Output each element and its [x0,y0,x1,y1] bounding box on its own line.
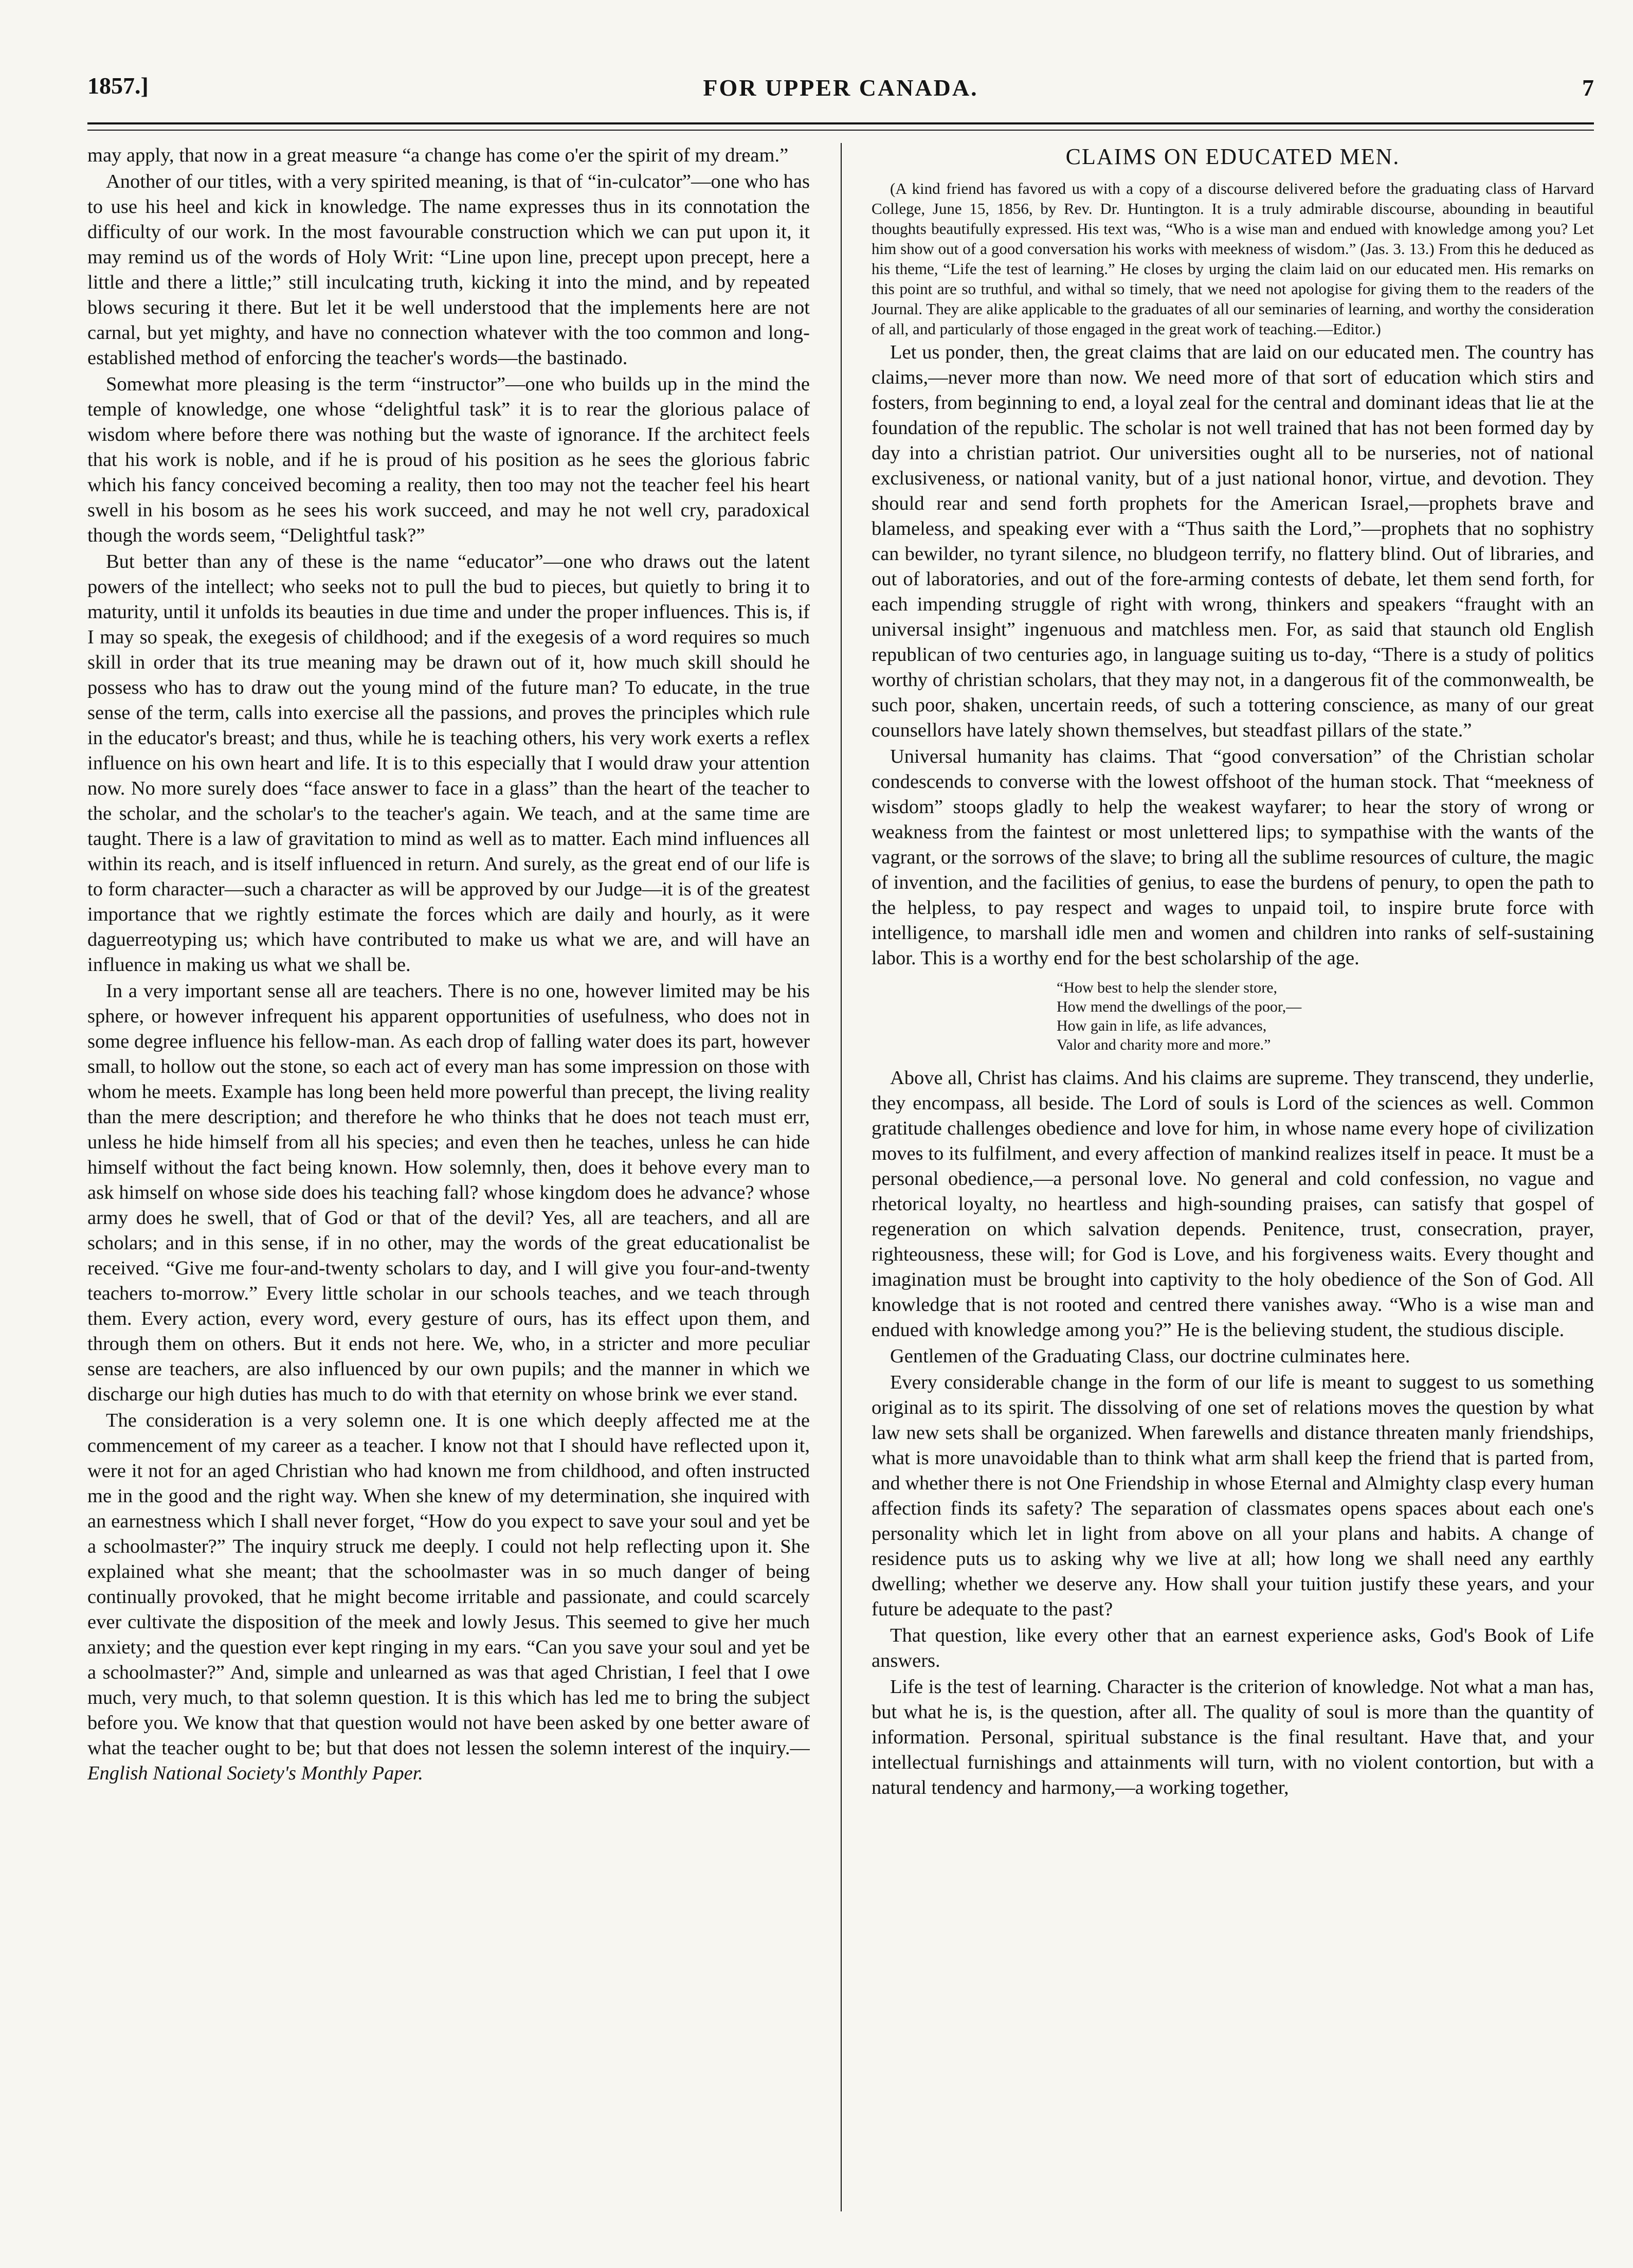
paragraph: Above all, Christ has claims. And his claims are supreme. They transcend, they underlie, they encompass, all beside. The Lord of souls is Lord of the sciences as well. Common gratitude challenges obedience and love for him, in whose name every hope of civilization moves to its fulfilment, and every affection of mankind realizes itself in peace. It must be a personal obedience,—a personal love. No general and cold confession, no vague and rhetorical loyalty, no heartless and high-sounding praises, can satisfy that gospel of regeneration on which salvation depends. Penitence, trust, consecration, prayer, righteousness, these will; for God is Love, and his forgiveness waits. Every thought and imagination must be brought into captivity to the holy obedience of the Son of God. All knowledge that is not rooted and centred there vanishes away. “Who is a wise man and endued with knowledge among you?” He is the believing student, the studious disciple. [872,1067,1594,1341]
source-credit: English National Society's Monthly Paper. [87,1762,424,1784]
paragraph-text: The consideration is a very solemn one. It is one which deeply affected me at the commencement of my career as a teacher. I know not that I should have reflected upon it, were it not for an aged Christian who had known me from childhood, and often instructed me in the good and the right way. When she knew of my determination, she inquired with an earnestness which I shall never forget, “How do you expect to save your soul and yet be a schoolmaster?” The inquiry struck me deeply. I could not help reflecting upon it. She explained what she meant; that the schoolmaster was in so much danger of being continually provoked, that he might become irritable and passionate, and could scarcely ever cultivate the disposition of the meek and lowly Jesus. This seemed to give her much anxiety; and the question ever kept ringing in my ears. “Can you save your soul and yet be a schoolmaster?” And, simple and unlearned as was that aged Christian, I feel that I owe much, very much, to that solemn question. It is this which has led me to bring the subject before you. We know that that question would not have been asked by one better aware of what the teacher ought to be; but that does not lessen the solemn interest of the inquiry.— [87,1410,810,1759]
right-column [872,143,1594,2227]
newspaper-page [87,67,1594,2227]
page-year: 1857.] [87,73,149,99]
paragraph: Another of our titles, with a very spirited meaning, is that of “in-culcator”—one who has to use his heel and kick in knowledge. The name expresses thus in its connotation the difficulty of our work. In the most favourable construction which we can put upon it, it may remind us of the words of Holy Writ: “Line upon line, precept upon precept, here a little and there a little;” still inculcating truth, kicking it into the mind, and by repeated blows securing it there. But let it be well understood that the implements here are not carnal, but yet mighty, and have no connection whatever with the too common and long-established method of enforcing the teacher's words—the bastinado. [87,171,810,369]
paragraph: Life is the test of learning. Character is the criterion of knowledge. Not what a man has, but what he is, is the question, after all. The quality of soul is more than the quantity of information. Personal, spiritual substance is the final resultant. Have that, and your intellectual furnishings and attainments will turn, with no violent contortion, but with a natural tendency and harmony,—a working together, [872,1676,1594,1798]
paragraph: That question, like every other that an earnest experience asks, God's Book of Life answers. [872,1625,1594,1671]
poem-quotation [1057,978,1594,1054]
page-number: 7 [1582,75,1594,101]
article-heading: CLAIMS ON EDUCATED MEN. [1065,144,1400,169]
column-divider [841,143,842,2211]
header-rule-thick [87,122,1594,124]
paragraph: Somewhat more pleasing is the term “instructor”—one who builds up in the mind the temple of knowledge, one whose “delightful task” it is to rear the glorious palace of wisdom where before there was nothing but the waste of ignorance. If the architect feels that his work is noble, and if he is proud of his position as he sees the glorious fabric which his fancy conceived becoming a reality, then too may not the teacher feel his heart swell in his bosom as he sees his work succeed, and may he not well cry, paradoxical though the words seem, “Delightful task?” [87,373,810,546]
editorial-note: (A kind friend has favored us with a copy of a discourse delivered before the graduating class of Harvard College, June 15, 1856, by Rev. Dr. Huntington. It is a truly admirable discourse, abounding in beautiful thoughts beautifully expressed. His text was, “Who is a wise man and endued with knowledge among you? Let him show out of a good conversation his works with meekness of wisdom.” (Jas. 3. 13.) From this he deduced as his theme, “Life the test of learning.” He closes by urging the claim laid on our educated men. His remarks on this point are so truthful, and withal so timely, that we need not apologise for giving them to the readers of the Journal. They are alike applicable to the graduates of all our seminaries of learning, and worthy the consideration of all, and particularly of those engaged in the great work of teaching.—Editor.) [872,179,1594,338]
left-column [87,143,810,2227]
paragraph: But better than any of these is the name “educator”—one who draws out the latent powers of the intellect; who seeks not to pull the bud to pieces, but quietly to bring it to maturity, until it unfolds its beauties in due time and under the proper influences. This is, if I may so speak, the exegesis of childhood; and if the exegesis of a word requires so much skill in order that its true meaning may be drawn out of it, how much skill should he possess who has to draw out the young mind of the future man? To educate, in the true sense of the term, calls into exercise all the passions, and proves the principles which rule in the educator's breast; and thus, while he is teaching others, his very work exerts a reflex influence on his own heart and life. It is to this especially that I would draw your attention now. No more surely does “face answer to face in a glass” than the heart of the teacher to the scholar, and the scholar's to the teacher's again. We teach, and at the same time are taught. There is a law of gravitation to mind as well as to matter. Each mind influences all within its reach, and is itself influenced in return. And surely, as the great end of our life is to form character—such a character as will be approved by our Judge—it is of the greatest importance that we rightly estimate the forces which are daily and hourly, as it were daguerreotyping us; which have contributed to make us what we are, and will have an influence in making us what we shall be. [87,551,810,976]
paragraph: Gentlemen of the Graduating Class, our doctrine culminates here. [890,1345,1410,1367]
paragraph: may apply, that now in a great measure “a change has come o'er the spirit of my dream.” [87,145,789,166]
paragraph: In a very important sense all are teachers. There is no one, however limited may be his sphere, or however infrequent his apparent opportunities of usefulness, who does not in some degree influence his fellow-man. As each drop of falling water does its part, however small, to hollow out the stone, so each act of every man has some impression on those with whom he meets. Example has long been held more powerful than precept, the living reality than the mere description; and therefore he who thinks that he does not teach must err, unless he hide himself from all his species; and even then he teaches, unless he can hide himself without the fact being known. How solemnly, then, does it behove every man to ask himself on whose side does his teaching fall? whose kingdom does he advance? whose army does he swell, that of God or that of the devil? Yes, all are teachers, and all are scholars; and in this sense, if in no other, may the words of the great educationalist be received. “Give me four-and-twenty scholars to day, and I will give you four-and-twenty teachers to-morrow.” Every little scholar in our schools teaches, and we teach through them. Every action, every word, every gesture of ours, has its effect upon them, and through them on others. But it ends not here. We, who, in a stricter and more peculiar sense are teachers, are also influenced by our own pupils; and the manner in which we discharge our high duties has much to do with that eternity on whose brink we ever stand. [87,980,810,1405]
poem-line: “How best to help the slender store, [1057,979,1278,996]
running-head [87,67,1594,123]
page-title: FOR UPPER CANADA. [703,75,978,101]
paragraph: Let us ponder, then, the great claims that are laid on our educated men. The country has claims,—never more than now. We need more of that sort of education which stirs and fosters, from beginning to end, a loyal zeal for the central and dominant ideas that lie at the foundation of the republic. The scholar is not well trained that has not been formed day by day into a christian patriot. Our universities ought all to be nurseries, not of national exclusiveness, or national vanity, but of a just national honor, virtue, and devotion. They should rear and send forth prophets for the American Israel,—prophets brave and blameless, and speaking ever with a “Thus saith the Lord,”—prophets that no sophistry can bewilder, no tyrant silence, no bludgeon terrify, no flattery blind. Out of libraries, and out of laboratories, and out of the fore-arming contests of debate, let them send forth, for each impending struggle of right with wrong, thinkers and speakers “fraught with an universal insight” ingenuous and matchless men. For, as said that staunch old English republican of two centuries ago, in language suiting us to-day, “There is a study of politics worthy of christian scholars, that they may not, in a dangerous fit of the commonwealth, be such poor, shaken, uncertain reeds, of such a tottering conscience, as many of our great counsellors have lately shown themselves, but steadfast pillars of the state.” [872,341,1594,741]
poem-line: How gain in life, as life advances, [1057,1017,1267,1034]
paragraph: Every considerable change in the form of our life is meant to suggest to us something original as to its spirit. The dissolving of one set of relations moves the question by what law new sets shall be organized. When farewells and distance threaten manly friendships, what is more unavoidable than to think what arm shall keep the friend that is parted from, and whether there is not One Friendship in whose Eternal and Almighty clasp every human affection finds its safety? The separation of classmates opens spaces about each one's personality which let in light from above on all your plans and habits. A change of residence puts us to asking why we live at all; how long we shall need any earthly dwelling; whether we deserve any. How shall your tuition justify these years, and your future be adequate to the past? [872,1372,1594,1620]
poem-line: Valor and charity more and more.” [1057,1036,1271,1053]
paragraph: Universal humanity has claims. That “good conversation” of the Christian scholar condescends to converse with the lowest offshoot of the human stock. That “meekness of wisdom” stoops gladly to help the weakest wayfarer; to hear the story of wrong or weakness from the faintest or most unlettered lips; to sympathise with the wants of the vagrant, or the sorrows of the slave; to bring all the sublime resources of culture, the magic of invention, and the facilities of genius, to ease the burdens of penury, to open the path to the helpless, to pay respect and wages to unpaid toil, to inspire brute force with intelligence, to marshall idle men and women and children into ranks of self-sustaining labor. This is a worthy end for the best scholarship of the age. [872,746,1594,969]
header-rule-thin [87,130,1594,131]
poem-line: How mend the dwellings of the poor,— [1057,998,1302,1015]
paragraph-with-credit [87,1408,810,1786]
